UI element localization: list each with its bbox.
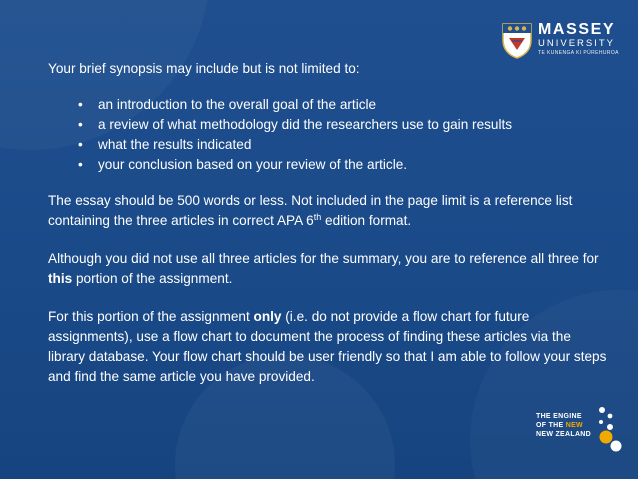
list-item	[78, 135, 608, 155]
paragraph-text: edition format.	[321, 213, 412, 228]
logo-motto: TE KUNENGA KI PŪREHUROA	[538, 50, 619, 56]
tagline-line: THE ENGINE	[536, 413, 582, 420]
bullet-text: your conclusion based on your review of the article.	[98, 157, 408, 172]
paragraph-text: The essay should be 500 words or less. Not included in the page limit is a reference list containing the three articles in correct APA 6	[48, 193, 573, 228]
bullet-icon: •	[78, 157, 83, 172]
paragraph-text: portion of the assignment.	[72, 271, 233, 286]
bullet-icon: •	[78, 137, 83, 152]
flowchart-paragraph	[48, 307, 608, 387]
reference-paragraph	[48, 249, 608, 289]
list-item	[78, 155, 608, 175]
bold-text: this	[48, 271, 73, 286]
logo-name: MASSEY	[538, 21, 616, 38]
paragraph-text: Although you did not use all three articles for the summary, you are to reference all three for	[48, 251, 599, 266]
bullet-list	[48, 95, 608, 175]
intro-text: Your brief synopsis may include but is not limited to:	[48, 61, 360, 76]
bullet-text: a review of what methodology did the researchers use to gain results	[98, 117, 513, 132]
paragraph-text: For this portion of the assignment	[48, 309, 254, 324]
list-item	[78, 115, 608, 135]
slide-body	[48, 59, 608, 387]
tagline-line: OF THE NEW	[536, 422, 583, 429]
tagline-highlight: NEW	[565, 422, 583, 429]
bullet-text: what the results indicated	[98, 137, 252, 152]
bold-text: only	[253, 309, 282, 324]
tagline-line: NEW ZEALAND	[536, 431, 592, 438]
logo-subtitle: UNIVERSITY	[538, 38, 616, 49]
superscript-text: th	[313, 212, 322, 222]
paragraph-text: (i.e. do not provide a flow chart for future assignments), use a flow chart to document the process of finding these articles via the library database. Your flow chart should be user friendly so that I am able to follow your steps and find the same article you have provided.	[48, 309, 607, 384]
bullet-text: an introduction to the overall goal of the article	[98, 97, 377, 112]
tagline	[536, 412, 591, 439]
dots-icon	[598, 406, 638, 452]
list-item	[78, 95, 608, 115]
word-limit-paragraph	[48, 191, 608, 231]
bullet-icon: •	[78, 117, 83, 132]
bullet-icon: •	[78, 97, 83, 112]
crest-icon	[500, 20, 534, 60]
engine-logo	[536, 406, 636, 456]
